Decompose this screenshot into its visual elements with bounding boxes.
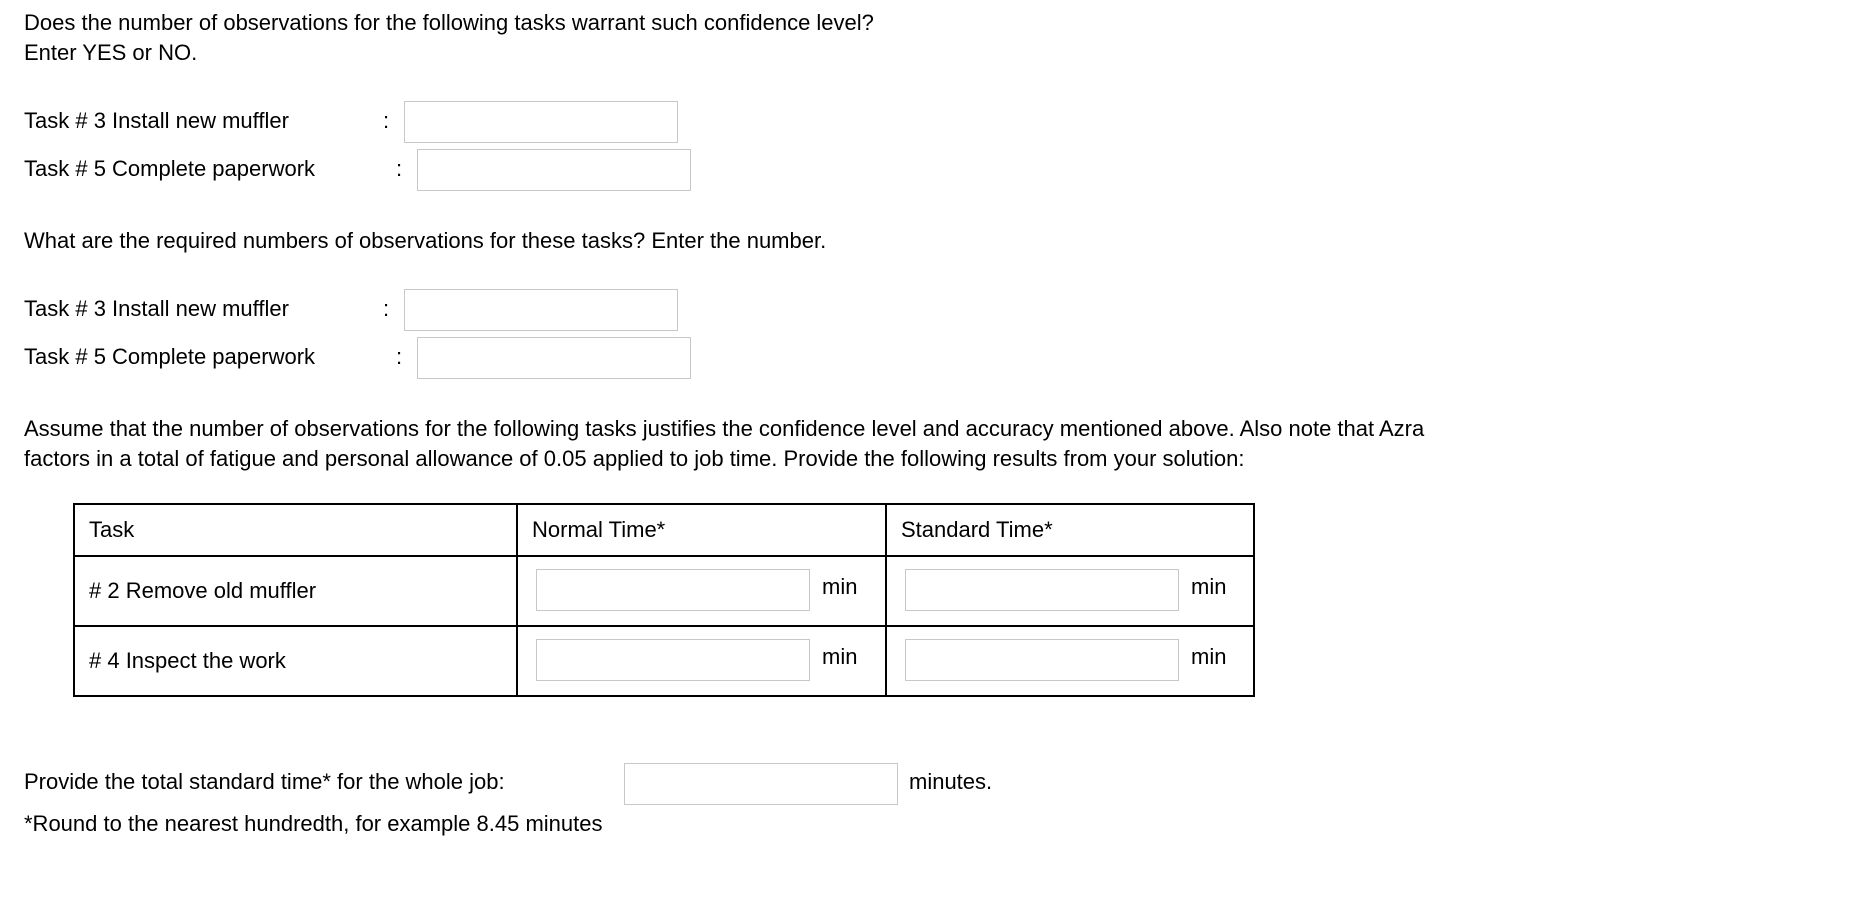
standard-time-unit: min	[1191, 574, 1227, 599]
task5-confidence-input[interactable]	[417, 149, 691, 191]
task3-confidence-row	[24, 100, 390, 142]
task3-confidence-colon: :	[383, 108, 390, 133]
normal-time-cell	[517, 556, 886, 626]
task5-observations-label: Task # 5 Complete paperwork	[24, 344, 316, 369]
task5-confidence-colon: :	[396, 156, 403, 181]
rounding-footnote: *Round to the nearest hundredth, for example 8.45 minutes	[24, 811, 603, 836]
normal-time-unit: min	[822, 644, 858, 669]
task3-observations-input[interactable]	[404, 289, 678, 331]
task5-observations-input[interactable]	[417, 337, 691, 379]
standard-time-unit: min	[1191, 644, 1227, 669]
header-task: Task	[74, 504, 517, 556]
task-cell: # 4 Inspect the work	[74, 626, 517, 696]
assumption-paragraph-line2: factors in a total of fatigue and personal allowance of 0.05 applied to job time. Provide the following results from your solution:	[24, 446, 1245, 471]
standard-time-cell	[886, 626, 1254, 696]
task3-observations-label: Task # 3 Install new muffler	[24, 296, 289, 321]
task-cell: # 2 Remove old muffler	[74, 556, 517, 626]
task4-standard-time-input[interactable]	[905, 639, 1179, 681]
normal-time-cell	[517, 626, 886, 696]
total-unit: minutes.	[909, 769, 993, 794]
question-required-observations: What are the required numbers of observations for these tasks? Enter the number.	[24, 228, 827, 253]
table-row	[74, 626, 1254, 696]
header-normal-time: Normal Time*	[517, 504, 886, 556]
normal-time-unit: min	[822, 574, 858, 599]
task2-standard-time-input[interactable]	[905, 569, 1179, 611]
table-row	[74, 556, 1254, 626]
header-standard-time: Standard Time*	[886, 504, 1254, 556]
results-table	[73, 503, 1255, 697]
task3-observations-row	[24, 288, 390, 330]
task4-normal-time-input[interactable]	[536, 639, 810, 681]
question-instruction: Enter YES or NO.	[24, 40, 198, 65]
results-table-header-row	[74, 504, 1254, 556]
total-standard-time-input[interactable]	[624, 763, 898, 805]
task5-observations-row	[24, 336, 403, 378]
total-standard-time-label: Provide the total standard time* for the whole job:	[24, 769, 505, 794]
task5-confidence-label: Task # 5 Complete paperwork	[24, 156, 316, 181]
question-confidence: Does the number of observations for the following tasks warrant such confidence level?	[24, 10, 874, 35]
task5-observations-colon: :	[396, 344, 403, 369]
assumption-paragraph-line1: Assume that the number of observations for the following tasks justifies the confidence level and accuracy mentioned above. Also note that Azra	[24, 416, 1425, 441]
task3-observations-colon: :	[383, 296, 390, 321]
task5-confidence-row	[24, 148, 403, 190]
task3-confidence-label: Task # 3 Install new muffler	[24, 108, 289, 133]
task2-normal-time-input[interactable]	[536, 569, 810, 611]
standard-time-cell	[886, 556, 1254, 626]
task3-confidence-input[interactable]	[404, 101, 678, 143]
